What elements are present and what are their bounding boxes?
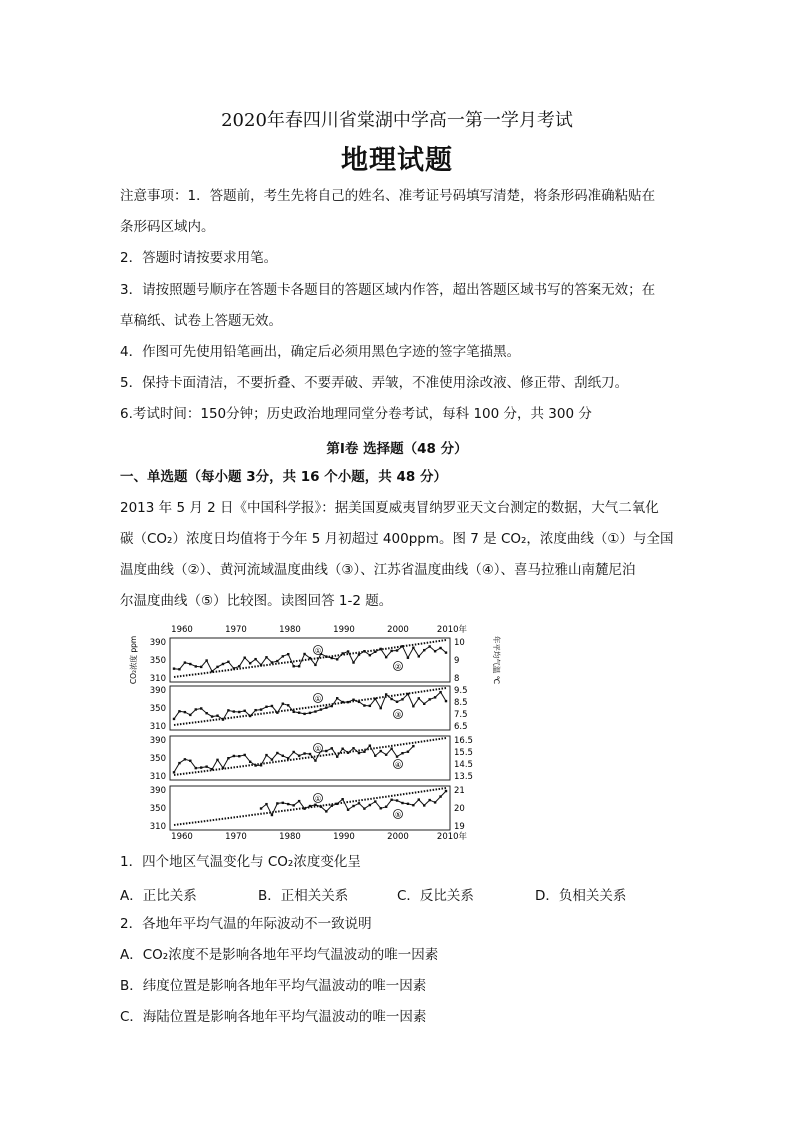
co2-curve: [174, 738, 446, 775]
note-5: 5．保持卡面清洁，不要折叠、不要弄破、弄皱，不准使用涂改液、修正带、刮纸刀。: [120, 375, 629, 391]
q1-option-b[interactable]: B．正相关关系: [258, 888, 349, 904]
left-tick-label: 390: [149, 686, 166, 696]
passage-line-3: 温度曲线（②）、黄河流域温度曲线（③）、江苏省温度曲线（④）、喜马拉雅山南麓尼泊: [120, 562, 636, 578]
left-tick-label: 390: [149, 638, 166, 648]
left-tick-label: 310: [149, 772, 166, 782]
note-4: 4．作图可先使用铅笔画出，确定后必须用黑色字迹的签字笔描黑。: [120, 344, 521, 360]
right-tick-label: 8: [454, 674, 460, 684]
co2-curve-marker-label: ①: [314, 745, 322, 753]
top-year-label: 2000: [387, 625, 409, 635]
question-1: 1．四个地区气温变化与 CO₂浓度变化呈: [120, 854, 361, 870]
right-tick-label: 7.5: [454, 710, 468, 720]
question-1-options: [120, 884, 680, 902]
panel-frame: [170, 736, 450, 780]
q1-option-d[interactable]: D．负相关关系: [535, 888, 627, 904]
left-tick-label: 310: [149, 822, 166, 832]
top-year-label: 1960: [171, 625, 193, 635]
temperature-curve-marker-label: ③: [394, 711, 402, 719]
co2-curve: [174, 688, 446, 725]
top-year-label: 2010年: [436, 625, 468, 635]
right-tick-label: 9.5: [454, 686, 468, 696]
passage-line-4: 尔温度曲线（⑤）比较图。读图回答 1-2 题。: [120, 593, 393, 609]
exam-title: 2020年春四川省棠湖中学高一第一学月考试: [221, 110, 573, 131]
co2-temperature-figure: [128, 620, 500, 842]
q2-option-b[interactable]: B．纬度位置是影响各地年平均气温波动的唯一因素: [120, 978, 427, 994]
panel-frame: [170, 786, 450, 830]
co2-curve-marker-label: ①: [314, 795, 322, 803]
right-tick-label: 14.5: [454, 760, 473, 770]
right-tick-label: 15.5: [454, 748, 473, 758]
temperature-curve: [174, 646, 446, 671]
panel-frame: [170, 686, 450, 730]
bottom-year-label: 1980: [279, 832, 301, 842]
temperature-curve-marker-label: ②: [394, 663, 402, 671]
note-6: 6.考试时间：150分钟；历史政治地理同堂分卷考试，每科 100 分，共 300 分: [120, 406, 592, 422]
co2-curve-marker-label: ①: [314, 695, 322, 703]
q1-option-c[interactable]: C．反比关系: [397, 888, 474, 904]
top-year-label: 1990: [333, 625, 355, 635]
right-tick-label: 9: [454, 656, 460, 666]
panel-frame: [170, 638, 450, 682]
left-tick-label: 390: [149, 786, 166, 796]
passage-line-1: 2013 年 5 月 2 日《中国科学报》：据美国夏威夷冒纳罗亚天文台测定的数据，大气二氧化: [120, 500, 659, 516]
temperature-curve: [174, 692, 446, 720]
temperature-curve-marker-label: ④: [394, 761, 402, 769]
subject-title: 地理试题: [341, 145, 453, 176]
right-tick-label: 8.5: [454, 698, 468, 708]
question-2: 2．各地年平均气温的年际波动不一致说明: [120, 916, 372, 932]
temperature-curve-marker-label: ⑤: [394, 811, 402, 819]
note-1-cont: 条形码区域内。: [120, 219, 215, 235]
right-tick-label: 6.5: [454, 722, 468, 732]
right-tick-label: 13.5: [454, 772, 473, 782]
bottom-year-label: 1990: [333, 832, 355, 842]
part-heading: 一、单选题（每小题 3分，共 16 个小题，共 48 分）: [120, 469, 447, 485]
top-year-label: 1970: [225, 625, 247, 635]
co2-curve-marker-label: ①: [314, 647, 322, 655]
left-tick-label: 310: [149, 722, 166, 732]
note-3-cont: 草稿纸、试卷上答题无效。: [120, 313, 282, 329]
bottom-year-label: 2000: [387, 832, 409, 842]
left-tick-label: 350: [149, 804, 166, 814]
volume-heading: 第Ⅰ卷 选择题（48 分）: [326, 441, 468, 457]
right-tick-label: 16.5: [454, 736, 473, 746]
q1-option-a[interactable]: A．正比关系: [120, 888, 197, 904]
bottom-year-label: 1970: [225, 832, 247, 842]
q2-option-c[interactable]: C．海陆位置是影响各地年平均气温波动的唯一因素: [120, 1009, 427, 1025]
right-tick-label: 10: [454, 638, 465, 648]
passage-line-2: 碳（CO₂）浓度日均值将于今年 5 月初超过 400ppm。图 7 是 CO₂，浓度曲线（①）与全国: [120, 531, 674, 547]
right-tick-label: 19: [454, 822, 465, 832]
bottom-year-label: 2010年: [436, 832, 468, 842]
left-axis-title: CO₂浓度 ppm: [129, 635, 138, 685]
note-2: 2．答题时请按要求用笔。: [120, 250, 278, 266]
left-tick-label: 310: [149, 674, 166, 684]
right-tick-label: 21: [454, 786, 465, 796]
top-year-label: 1980: [279, 625, 301, 635]
left-tick-label: 390: [149, 736, 166, 746]
left-tick-label: 350: [149, 754, 166, 764]
bottom-year-label: 1960: [171, 832, 193, 842]
left-tick-label: 350: [149, 704, 166, 714]
right-axis-title: 年平均气温 ℃: [492, 635, 501, 685]
right-tick-label: 20: [454, 804, 465, 814]
q2-option-a[interactable]: A．CO₂浓度不是影响各地年平均气温波动的唯一因素: [120, 947, 439, 963]
note-1: 注意事项：1．答题前，考生先将自己的姓名、准考证号码填写清楚，将条形码准确粘贴在: [120, 188, 656, 204]
note-3: 3．请按照题号顺序在答题卡各题目的答题区域内作答，超出答题区域书写的答案无效；在: [120, 282, 656, 298]
left-tick-label: 350: [149, 656, 166, 666]
